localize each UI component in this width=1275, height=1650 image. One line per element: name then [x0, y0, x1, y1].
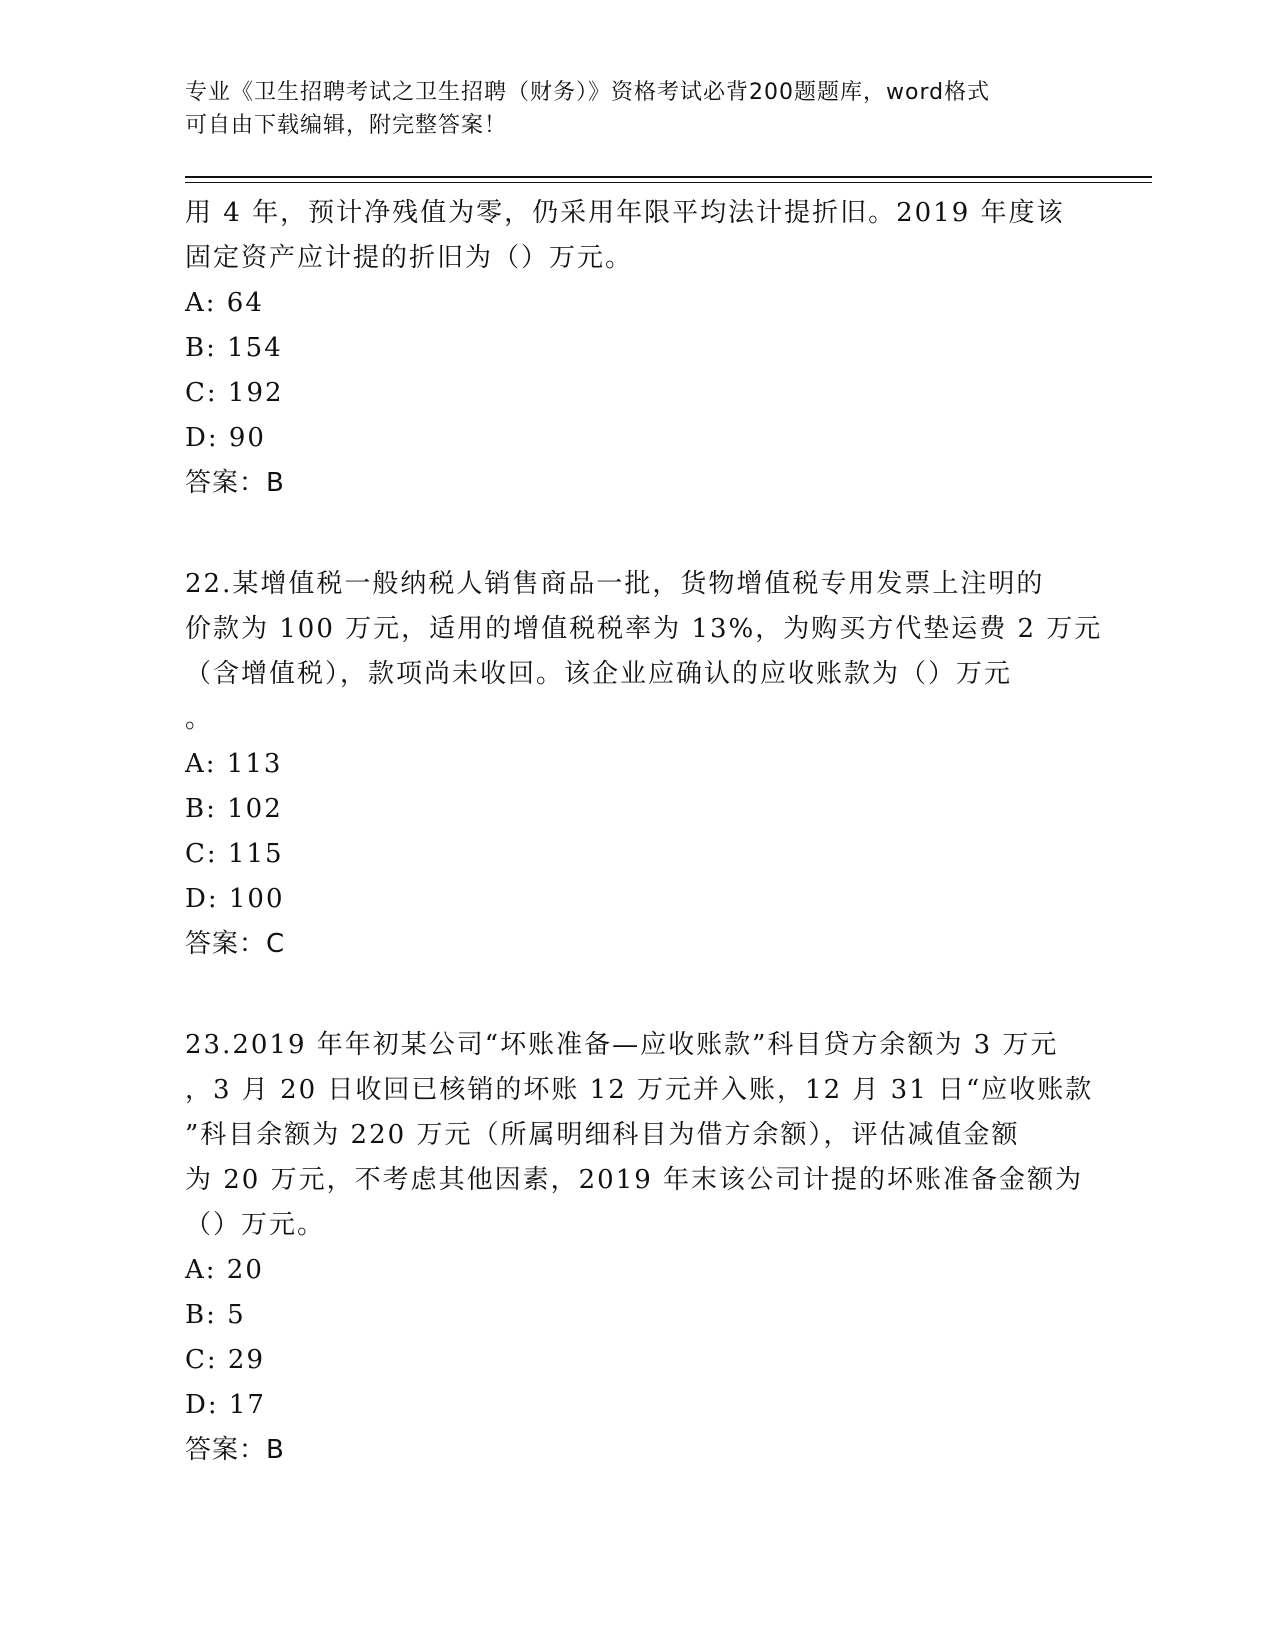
answer: 答案：B [185, 1435, 285, 1465]
question-21 [185, 191, 1085, 506]
document-header [185, 76, 1085, 142]
question-text-line: 用 4 年，预计净残值为零，仍采用年限平均法计提折旧。2019 年度该 [185, 198, 1065, 228]
question-text-line: （含增值税），款项尚未收回。该企业应确认的应收账款为（）万元 [185, 659, 1013, 689]
question-text-line: （）万元。 [185, 1210, 326, 1240]
option-c: C: 192 [185, 378, 284, 408]
option-b: B: 5 [185, 1300, 246, 1330]
answer: 答案：C [185, 929, 286, 959]
option-c: C: 115 [185, 839, 284, 869]
header-line-2: 可自由下载编辑，附完整答案！ [185, 113, 508, 138]
option-a: A: 113 [185, 749, 283, 779]
header-rule-thin [185, 182, 1152, 183]
question-text-line: 固定资产应计提的折旧为（）万元。 [185, 243, 634, 273]
question-text-line: ”科目余额为 220 万元（所属明细科目为借方余额），评估减值金额 [185, 1120, 1020, 1150]
option-a: A: 20 [185, 1255, 264, 1285]
option-c: C: 29 [185, 1345, 266, 1375]
option-d: D: 90 [185, 423, 266, 453]
question-text-line: 。 [185, 704, 214, 734]
question-text-line: 为 20 万元，不考虑其他因素，2019 年末该公司计提的坏账准备金额为 [185, 1165, 1084, 1195]
question-23 [185, 1023, 1094, 1473]
answer: 答案：B [185, 468, 285, 498]
question-text-line: ，3 月 20 日收回已核销的坏账 12 万元并入账，12 月 31 日“应收账款 [185, 1075, 1094, 1105]
question-list [185, 191, 1103, 1473]
option-b: B: 154 [185, 333, 283, 363]
option-a: A: 64 [185, 288, 264, 318]
option-d: D: 17 [185, 1390, 266, 1420]
option-d: D: 100 [185, 884, 285, 914]
question-text-line: 22.某增值税一般纳税人销售商品一批，货物增值税专用发票上注明的 [185, 569, 1045, 599]
question-text-line: 23.2019 年年初某公司“坏账准备—应收账款”科目贷方余额为 3 万元 [185, 1030, 1059, 1060]
header-line-1: 专业《卫生招聘考试之卫生招聘（财务）》资格考试必背200题题库，word格式 [185, 80, 991, 105]
header-rule-thick [185, 176, 1152, 178]
question-text-line: 价款为 100 万元，适用的增值税税率为 13%，为购买方代垫运费 2 万元 [185, 614, 1103, 644]
question-22 [185, 562, 1103, 967]
option-b: B: 102 [185, 794, 283, 824]
